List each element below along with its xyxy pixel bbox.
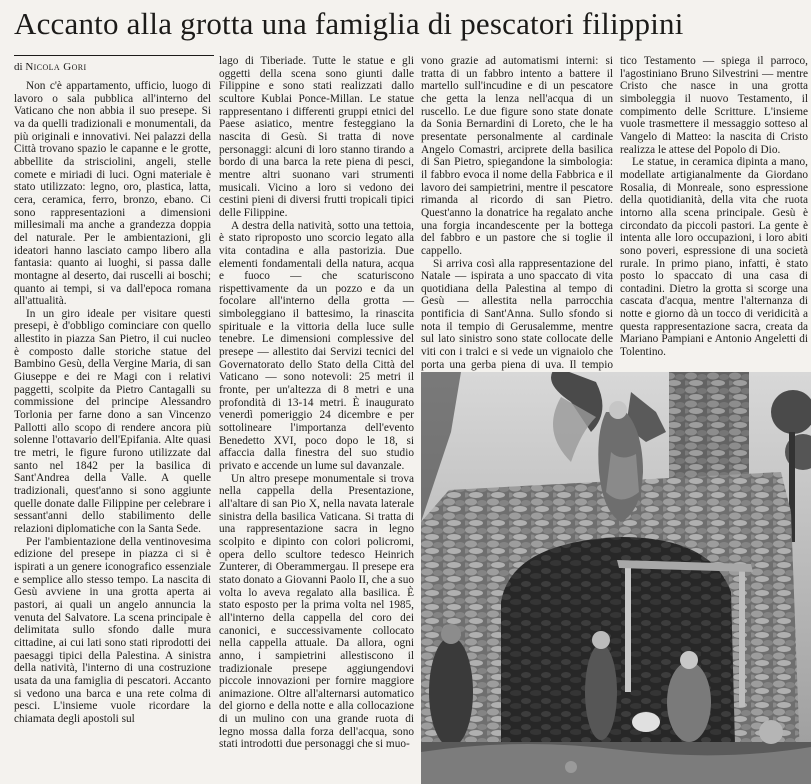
article-headline: Accanto alla grotta una famiglia di pescatori filippini (14, 6, 684, 41)
byline (14, 60, 214, 74)
byline-author: Nicola Gori (25, 61, 87, 73)
paragraph: In un giro ideale per visitare questi presepi, è d'obbligo cominciare con quello allestito in piazza San Pietro, il cui nucleo è composto dalle storiche statue del Bambino Gesù, della Vergine Maria, di san Giuseppe e dei re Magi con i relativi paggetti, scolpite da Pietro Cantagalli su commissione del principe Alessandro Torlonia per farne dono a san Vincenzo Pallotti allo scopo di rendere ancora più solenne l'ottavario dell'Epifania. Alte quasi tre metri, le figure furono utilizzate dal santo nel 1842 per la basilica di Sant'Andrea della Valle. A quelle tradizionali, quest'anno si sono aggiunte quelle donate dalle Filippine per celebrare i sessant'anni dello stabilimento delle relazioni diplomatiche con la Santa Sede. (14, 307, 211, 535)
paragraph: Un altro presepe monumentale si trova nella cappella della Presentazione, all'altare di san Pio X, nella navata laterale sinistra della basilica Vaticana. Si tratta di una rappresentazione sacra in legno scolpito e dipinto con colori policromi, opera dello scultore tedesco Heinrich Zunterer, di Oberammergau. Il presepe era stato donato a Giovanni Paolo II, che a suo volta lo aveva regalato alla basilica. È stato esposto per la prima volta nel 1985, all'interno della cappella del coro dei canonici, e successivamente collocato nella cappella attuale. Da allora, ogni anno, i sampietrini allestiscono il tradizionale presepe aggiungendovi piccole innovazioni per fornire maggiore animazione. Oltre all'alternarsi automatico del giorno e della notte e alla collocazione di un mulino con una grande ruota di legno mossa dalla forza dell'acqua, sono stati introdotti due personaggi che si muo- (219, 472, 414, 751)
paragraph: Si arriva così alla rappresentazione del Natale — ispirata a uno spaccato di vita quotidiana della Palestina al tempo di Gesù — allestita nella parrocchia pontificia di Sant'Anna. Sullo sfondo si nota il tempio di Gerusalemme, mentre sul lato sinistro sono state collocate delle viti con i tralci e si vede un vignaiolo che porta una gerba piena di uva. Il tempio (421, 257, 613, 371)
text-column-1 (14, 80, 211, 782)
nativity-photo (421, 372, 811, 784)
byline-prefix: di (14, 61, 23, 73)
text-column-2 (219, 55, 414, 782)
paragraph: vono grazie ad automatismi interni: si tratta di un fabbro intento a battere il martello sull'incudine e di un pescatore che getta la lenza nell'acqua di un ruscello. Le due figure sono state donate da Sonia Bernardini di Loreto, che le ha presentate personalmente al cardinale Angelo Comastri, arciprete della basilica di San Pietro, spiegandone la simbologia: il fabbro evoca il nome della Fabbrica e il lavoro dei sampietrini, mentre il pescatore rimanda al ricordo di san Pietro. Quest'anno la donatrice ha regalato anche una forgia incandescente per la bottega del fabbro e un pastore che si toglie il cappello. (421, 55, 613, 257)
paragraph: Le statue, in ceramica dipinta a mano, modellate artigianalmente da Giordano Rosalia, di Monreale, sono espressione della quotidianità, della vita che ruota intorno alla scena principale. Gesù è circondato da piccoli pastori. La gente è intenta alle loro occupazioni, i loro abiti sono poveri, espressione di una società rurale. In primo piano, infatti, è stato posto lo spaccato di una casa di contadini. Dietro la grotta si scorge una cascata d'acqua, mentre l'alternanza di notte e giorno dà un tocco di veridicità a questa rappresentazione sacra, creata da Mariano Pampiani e Antonio Angeletti di Tolentino. (620, 156, 808, 359)
nativity-photo-drawing (421, 372, 811, 784)
paragraph: tico Testamento — spiega il parroco, l'agostiniano Bruno Silvestrini — mentre Cristo che nasce in una grotta simboleggia il nuovo Testamento, il compimento delle Scritture. L'insieme vuole trasmettere il messaggio sotteso al Vangelo di Matteo: la nascita di Cristo realizza le attese del Popolo di Dio. (620, 55, 808, 156)
paragraph: Non c'è appartamento, ufficio, luogo di lavoro o sala pubblica all'interno del Vaticano che non abbia il suo presepe. Si va da quelli tradizionali e monumentali, da più originali e innovativi. Nei palazzi della Città trovano spazio le capanne e le grotte, abbellite da strisciolini, angeli, stelle comete e miriadi di luci. Ogni materiale è stato utilizzato: legno, oro, plastica, latta, cera, ceramica, ferro, bronzo, ebano. Ci sono rappresentazioni a dimensioni millesimali ma anche a grandezza doppia del naturale. Per le ambientazioni, gli ideatori hanno lasciato campo libero alla fantasia: quanto ai luoghi, si passa dalle montagne al deserto, dai ruscelli ai boschi; quanto ai tempi, si va dall'epoca romana all'attualità. (14, 80, 211, 308)
paragraph: A destra della natività, sotto una tettoia, è stato riproposto uno scorcio legato alla vita contadina e alla pastorizia. Due elementi fondamentali della natura, acqua e fuoco — che scaturiscono rispettivamente da un pozzo e da un focolare all'interno della grotta — simboleggiano il battesimo, la rinascita spirituale e la vittoria della luce sulle tenebre. Le dimensioni complessive del presepe — allestito dai Servizi tecnici del Governatorato dello Stato della Città del Vaticano — sono notevoli: 25 metri il fronte, per un'altezza di 8 metri e una profondità di 13-14 metri. È inaugurato venerdì pomeriggio 24 dicembre e per sottolineare l'importanza dell'evento Benedetto XVI, poco dopo le 18, si affaccia dalla finestra del suo studio privato e accende un lume sul davanzale. (219, 219, 414, 472)
paragraph: lago di Tiberiade. Tutte le statue e gli oggetti della scena sono giunti dalle Filippine e sono stati realizzati dallo scultore Kublai Ponce-Millan. Le statue rappresentano i differenti gruppi etnici del Paese asiatico, mentre festeggiano la nascita di Gesù. Si tratta di nove personaggi: alcuni di loro stanno tirando a bordo di una barca la rete piena di pesci, mentre altri suonano vari strumenti musicali. Vicino a loro si vedono dei cestini pieni di diversi frutti tropicali tipici delle Filippine. (219, 55, 414, 219)
text-column-3 (421, 55, 613, 369)
byline-rule (14, 55, 214, 56)
paragraph: Per l'ambientazione della ventinovesima edizione del presepe in piazza ci si è ispirati a un genere iconografico essenziale e semplice allo stesso tempo. La nascita di Gesù avviene in una grotta aperta ai pastori, ai quali un angelo annuncia la venuta del Salvatore. La scena principale è delimitata sullo sfondo dalle mura cittadine, ai cui lati sono stati riprodotti dei paesaggi tipici della Palestina. A sinistra della natività, l'interno di una costruzione usata da una famiglia di pescatori. Accanto si vedono una barca e una rete colma di pesci. L'insieme vuole ricordare la chiamata degli apostoli sul (14, 535, 211, 725)
